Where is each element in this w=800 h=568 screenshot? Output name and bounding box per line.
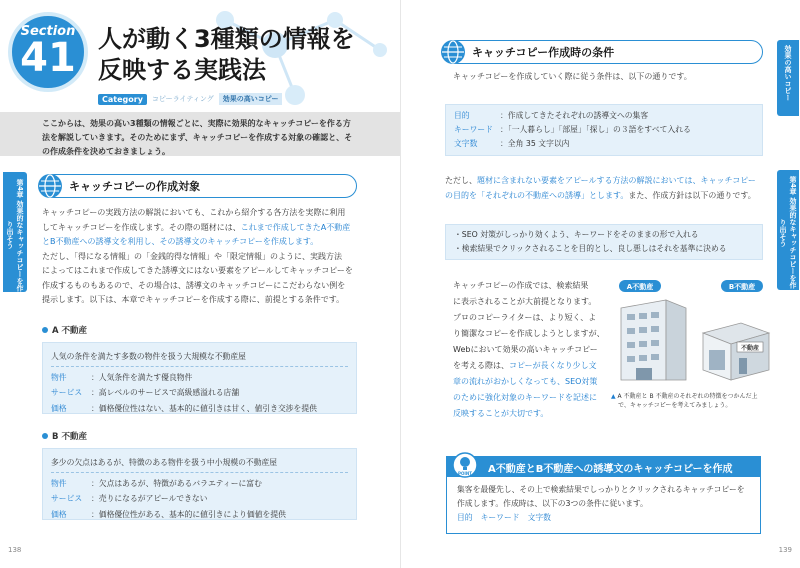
chapter-side-tab-label: 第4章 効果的なキャッチコピーを作り出そう bbox=[6, 178, 24, 292]
point-tags bbox=[457, 511, 750, 525]
text-span: ただし、 bbox=[445, 176, 477, 185]
category-label: Category bbox=[98, 94, 147, 105]
text-line: 提示します。以下は、本章でキャッチコピーを作成する際に、前提とする条件です。 bbox=[42, 295, 345, 304]
caption-line: で、キャッチコピーを考えてみましょう。 bbox=[618, 402, 732, 409]
intro-line: ここからは、効果の高い3種類の情報ごとに、実際に効果的なキャッチコピーを作る方 bbox=[42, 119, 351, 128]
kv-row bbox=[51, 491, 348, 507]
box-lead: 人気の条件を満たす多数の物件を扱う大規模な不動産屋 bbox=[51, 349, 348, 367]
kv-row bbox=[454, 123, 754, 137]
kv-value: ：作成してきたそれぞれの誘導文への集客 bbox=[500, 111, 649, 120]
text-line bbox=[453, 358, 608, 374]
highlight-text: の目的を「それぞれの不動産への誘導」とします。 bbox=[445, 190, 629, 200]
heading-text: キャッチコピー作成時の条件 bbox=[472, 46, 615, 59]
section-title bbox=[98, 24, 355, 86]
category-bar bbox=[98, 93, 282, 105]
text-line: によってはこれまで作成してきた誘導文にはない要素をアピールしてキャッチコピーを bbox=[42, 266, 353, 275]
chapter-side-tab bbox=[3, 172, 27, 292]
page-number: 139 bbox=[778, 546, 792, 554]
kv-key: サービス bbox=[51, 388, 83, 397]
kv-value: ：欠点はあるが、特徴があるバラエティーに富む bbox=[91, 478, 262, 488]
heading-capture-target bbox=[42, 174, 357, 198]
page-number: 138 bbox=[8, 546, 22, 554]
policy-item: ・検索結果でクリックされることを目的とし、良し悪しはそれを基準に決める bbox=[454, 244, 727, 253]
point-title: A不動産とB不動産への誘導文のキャッチコピーを作成 bbox=[488, 463, 733, 475]
intro-line: 法を解説していきます。そのためにまず、キャッチコピーを作成する対象の確認と、そ bbox=[42, 133, 353, 142]
text-line: に表示されることが大前提となります。 bbox=[453, 297, 597, 306]
kv-key: サービス bbox=[51, 494, 83, 503]
category-tag: 効果の高いコピー bbox=[219, 93, 283, 105]
kv-key: 目的 bbox=[454, 111, 470, 120]
globe-icon bbox=[37, 173, 63, 199]
point-header bbox=[447, 457, 760, 477]
bullet-dot-icon bbox=[42, 433, 48, 439]
category-tag: コピーライティング bbox=[151, 95, 214, 103]
kv-row bbox=[51, 370, 348, 386]
caption-mark: ▲ bbox=[611, 393, 616, 400]
section-side-tab-label: 効果の高いコピー bbox=[784, 45, 792, 101]
box-lead: 多少の欠点はあるが、特徴のある物件を扱う中小規模の不動産屋 bbox=[51, 455, 348, 473]
subheading-text: B 不動産 bbox=[52, 432, 87, 442]
point-box bbox=[446, 456, 761, 534]
kv-key: 物件 bbox=[51, 478, 67, 488]
policy-box bbox=[445, 224, 763, 260]
kv-key: 物件 bbox=[51, 372, 67, 382]
kv-value: ：全角 35 文字以内 bbox=[500, 139, 570, 148]
text-line: Webにおいて効果の高いキャッチコピー bbox=[453, 345, 598, 354]
chapter-side-tab-label: 第4章 効果的なキャッチコピーを作り出そう bbox=[779, 176, 797, 289]
text-line: プロのコピーライターは、より短く、よ bbox=[453, 313, 597, 322]
kv-row bbox=[51, 476, 348, 492]
kv-row bbox=[454, 137, 754, 151]
point-label: POINT bbox=[458, 471, 472, 476]
globe-icon bbox=[440, 39, 466, 65]
kv-key: キーワード bbox=[454, 125, 493, 134]
intro-line: の作成条件を決めておきましょう。 bbox=[42, 147, 170, 156]
section-number: 41 bbox=[20, 35, 76, 81]
chapter-side-tab bbox=[777, 170, 799, 290]
point-tag: 文字数 bbox=[527, 513, 551, 522]
section-word: Section bbox=[20, 24, 76, 39]
company-b-box bbox=[42, 448, 357, 520]
building-illustration bbox=[611, 278, 776, 388]
text-line: り簡潔なコピーを作成しようとしますが、 bbox=[453, 329, 605, 338]
illustration-caption bbox=[611, 392, 781, 410]
kv-key: 価格 bbox=[51, 509, 67, 519]
heading-conditions bbox=[445, 40, 763, 64]
caption-line bbox=[611, 392, 781, 401]
point-body bbox=[447, 477, 760, 531]
kv-key: 価格 bbox=[51, 403, 67, 413]
text-span: を考える際は、 bbox=[453, 361, 509, 370]
body-paragraph bbox=[453, 278, 608, 422]
conditions-box bbox=[445, 104, 763, 156]
bullet-dot-icon bbox=[42, 327, 48, 333]
highlight-text: これまで作成してきたA不動産 bbox=[240, 222, 351, 232]
small-shop-icon bbox=[703, 323, 769, 380]
highlight-text: とB不動産への誘導文を利用し、その誘導文のキャッチコピーを作成します。 bbox=[42, 237, 319, 246]
company-a-box bbox=[42, 342, 357, 414]
kv-row bbox=[51, 507, 348, 523]
text-line: 作成するものもあるので、その場合は、誘導文のキャッチコピーにこだわらない例を bbox=[42, 280, 346, 290]
subheading-text: A 不動産 bbox=[52, 326, 88, 336]
text-line bbox=[42, 221, 362, 236]
section-badge bbox=[8, 12, 88, 92]
kv-value: ：価格優位性がある、基本的に値引きにより価値を提供 bbox=[91, 509, 286, 519]
text-line: 集客を最優先し、その上で検索結果でしっかりとクリックされるキャッチコピーを bbox=[457, 485, 745, 494]
body-paragraph bbox=[445, 174, 763, 203]
subheading-a bbox=[42, 324, 87, 336]
lightbulb-point-icon bbox=[452, 452, 478, 478]
text-line bbox=[445, 189, 763, 204]
tall-building-icon bbox=[621, 300, 686, 380]
kv-row bbox=[51, 401, 348, 417]
point-tag: 目的 bbox=[457, 513, 473, 522]
kv-row bbox=[454, 109, 754, 123]
right-page bbox=[400, 0, 800, 568]
heading-text: キャッチコピーの作成対象 bbox=[69, 180, 201, 193]
kv-value: ：売りになるがアピールできない bbox=[91, 494, 208, 503]
label-a: A不動産 bbox=[626, 283, 654, 291]
intro-box bbox=[0, 112, 400, 156]
point-tag: キーワード bbox=[480, 513, 520, 522]
kv-value: ：価格優位性はない、基本的に値引きは甘く、値引き交渉を提供 bbox=[91, 403, 317, 413]
kv-value: ：人気条件を満たす優良物件 bbox=[91, 372, 193, 382]
shop-sign: 不動産 bbox=[740, 345, 760, 352]
text-line: キャッチコピーの実践方法の解説においても、これから紹介する各方法を実際に利用 bbox=[42, 208, 346, 217]
body-paragraph bbox=[42, 206, 362, 308]
highlight-text: 章の流れがおかしくなっても、SEO対策 bbox=[453, 377, 598, 386]
section-side-tab bbox=[777, 40, 799, 116]
kv-value: ：高レベルのサービスで高級感溢れる店舗 bbox=[91, 388, 240, 397]
text-span: また、作成方針は以下の通りです。 bbox=[628, 190, 756, 200]
kv-key: 文字数 bbox=[454, 139, 478, 148]
title-line: 反映する実践法 bbox=[98, 56, 266, 84]
policy-item: ・SEO 対策がしっかり効くよう、キーワードをそのままの形で入れる bbox=[454, 230, 699, 239]
text-line: キャッチコピーの作成では、検索結果 bbox=[453, 281, 589, 290]
highlight-text: 反映することが大切です。 bbox=[453, 409, 549, 418]
caption-text: A 不動産と B 不動産のそれぞれの特徴をつかんだ上 bbox=[617, 393, 758, 400]
conditions-intro: キャッチコピーを作成していく際に従う条件は、以下の通りです。 bbox=[453, 72, 692, 81]
text-line: ただし、「得になる情報」の「金銭的得な情報」や「限定情報」のように、実践方法 bbox=[42, 251, 342, 261]
kv-row bbox=[51, 385, 348, 401]
title-line: 人が動く3種類の情報を bbox=[98, 25, 355, 53]
text-span: してキャッチコピーを作成します。その際の題材には、 bbox=[42, 222, 241, 232]
highlight-text: のために強化対象のキーワードを記述に bbox=[453, 393, 597, 402]
label-b: B不動産 bbox=[728, 283, 756, 291]
kv-value: ：「一人暮らし」「部屋」「探し」の３語をすべて入れる bbox=[500, 125, 691, 134]
highlight-text: 題材に含まれない要素をアピールする方法の解説においては、キャッチコピー bbox=[477, 176, 756, 185]
subheading-b bbox=[42, 430, 87, 442]
text-line: 作成します。作成時は、以下の3つの条件に従います。 bbox=[457, 499, 648, 508]
text-line bbox=[445, 174, 763, 189]
highlight-text: コピーが長くなり少し文 bbox=[509, 361, 597, 370]
